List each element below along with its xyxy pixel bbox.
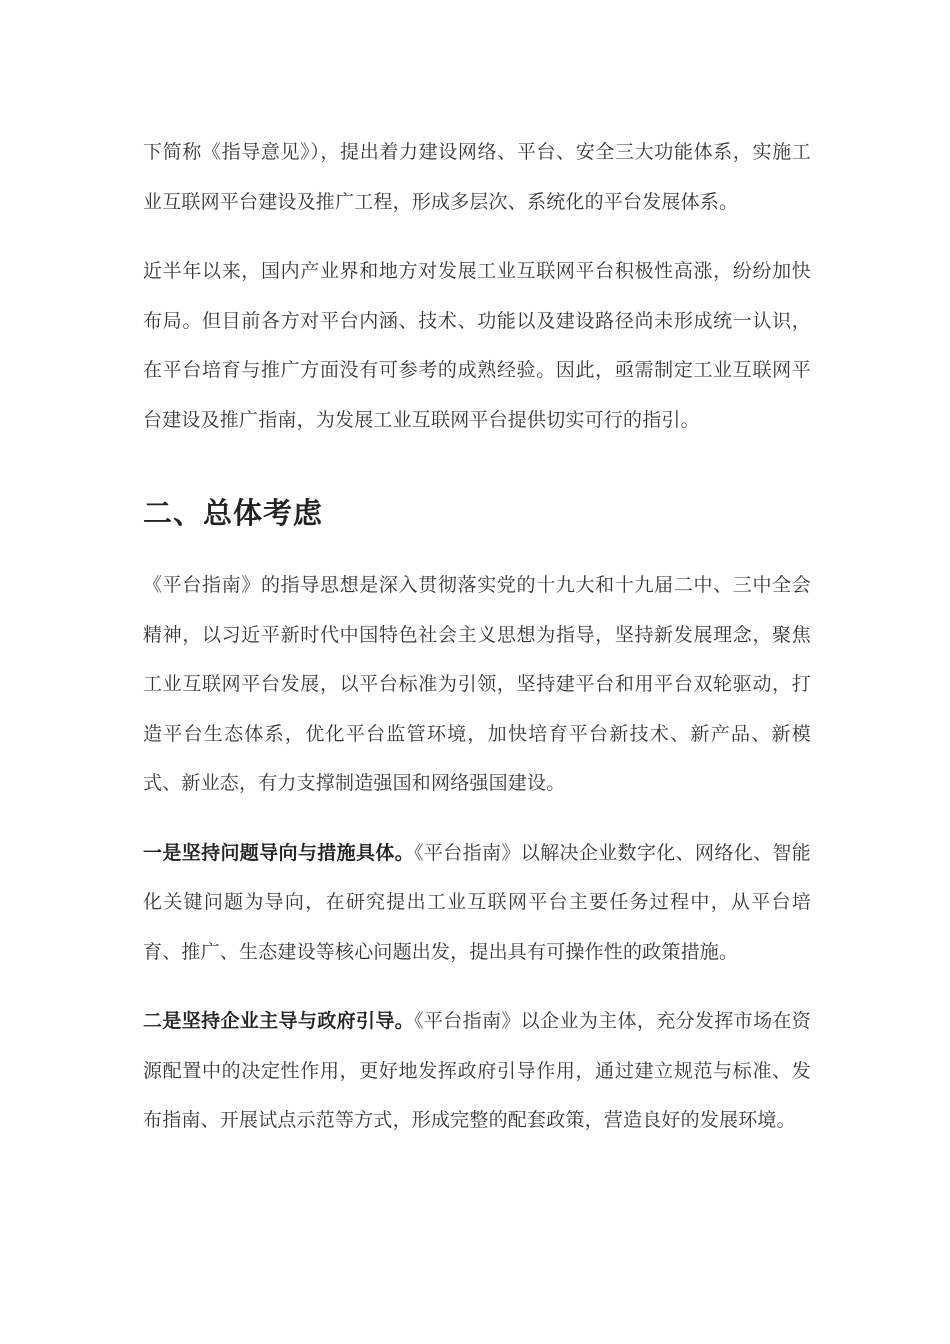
section-heading-overall-considerations: 二、总体考虑 bbox=[143, 496, 324, 530]
paragraph-guidance-opinions: 下简称《指导意见》），提出着力建设网络、平台、安全三大功能体系，实施工业互联网平台建设及推广工程，形成多层次、系统化的平台发展体系。 bbox=[143, 141, 811, 213]
paragraph-recent-developments: 近半年以来，国内产业界和地方对发展工业互联网平台积极性高涨，纷纷加快布局。但目前各方对平台内涵、技术、功能以及建设路径尚未形成统一认识，在平台培育与推广方面没有可参考的成熟经验。因此，亟需制定工业互联网平台建设及推广指南，为发展工业互联网平台提供切实可行的指引。 bbox=[143, 260, 811, 431]
paragraph-principle-problem-oriented bbox=[143, 829, 811, 978]
paragraph-text: 《平台指南》以企业为主体，充分发挥市场在资源配置中的决定性作用，更好地发挥政府引导作用，通过建立规范与标准、发布指南、开展试点示范等方式，形成完整的配套政策，营造良好的发展环境。 bbox=[143, 1010, 811, 1131]
principle-lead-title: 二是坚持企业主导与政府引导。 bbox=[143, 1010, 415, 1032]
principle-lead-title: 一是坚持问题导向与措施具体。 bbox=[143, 841, 415, 864]
paragraph-text: 《平台指南》的指导思想是深入贯彻落实党的十九大和十九届二中、三中全会精神，以习近平新时代中国特色社会主义思想为指导，坚持新发展理念，聚焦工业互联网平台发展，以平台标准为引领，坚持建平台和用平台双轮驱动，打造平台生态体系，优化平台监管环境，加快培育平台新技术、新产品、新模式、新业态，有力支撑制造强国和网络强国建设。 bbox=[143, 574, 811, 794]
paragraph-principle-enterprise-led bbox=[143, 997, 811, 1146]
document-body bbox=[143, 128, 811, 1146]
paragraph-text: 《平台指南》以解决企业数字化、网络化、智能化关键问题为导向，在研究提出工业互联网平台主要任务过程中，从平台培育、推广、生态建设等核心问题出发，提出具有可操作性的政策措施。 bbox=[143, 841, 811, 963]
paragraph-guiding-ideology bbox=[143, 561, 811, 809]
